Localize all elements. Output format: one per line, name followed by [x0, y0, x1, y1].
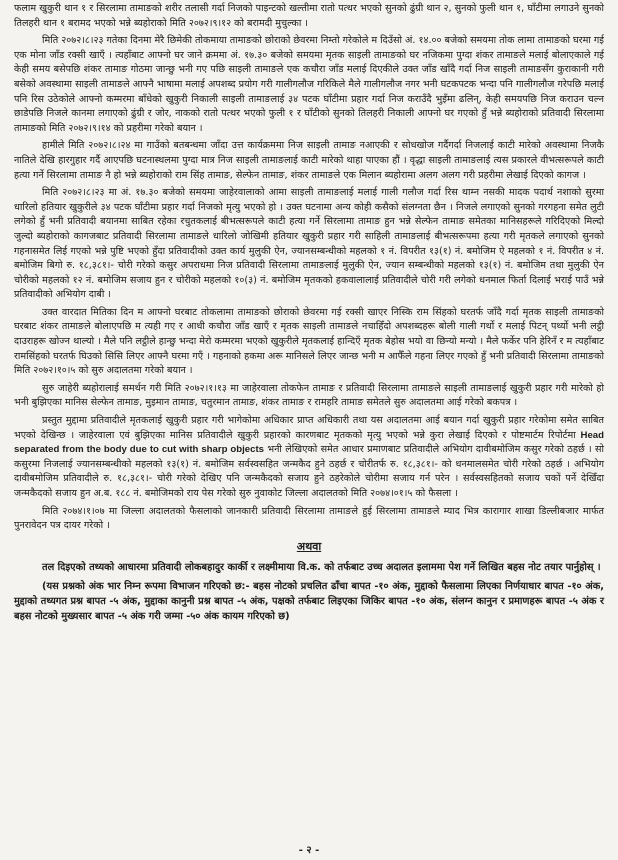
postmortem-phrase: Head separated from the body due to cut with sharp objects — [14, 429, 604, 456]
verdict-text-after: भनी लेखिएको समेत आधार प्रमाणबाट प्रतिवादीले अभियोग दावीबमोजिम कसुर गरेको ठहर्छ । सो कसुरमा निजलाई ज्यानसम्बन्धीको महलको १३(१) नं. बमोजिम सर्वस्वसहित जन्मकैद हुने ठहर्छ र चोरीतर्फ रु. १८,३८१।- को धनमालसमेत चोरी गरेको ठहर्छ । अभियोग दावीबमोजिम प्रतिवादीले रु. १८,३८१।- चोरी गरेको देखिए पनि जन्मकैदको सजाय हुने ठहरेकोले चोरीमा सजाय गर्न परेन । सर्वस्वसहितको सजाय चकों पर्ने देखिँदा जन्मकैदको सजाय हुन अ.ब. १८८ नं. बमोजिमको राय पेस गरेको सुरु नुवाकोट जिल्ला अदालतको मिति २०७४।०१।५ को फैसला । — [14, 444, 604, 499]
paragraph-recovery-record: फलाम खुकुरी थान १ र सिरलामा तामाङको शरीर तलासी गर्दा निजको पाइन्टको खल्तीमा रातो पत्थर भएको सुनको ढुंग्री थान २, सुनको फुली थान १, घाँटीमा लगाउने सुनको तिलहरी थान १ बरामद भएको भन्ने ब्यहोराको मिति २०७२।९।१२ को बरामदी मुचुल्का । — [14, 3, 604, 29]
paragraph-district-verdict — [14, 414, 604, 502]
paragraph-charge-sheet: मिति २०७२।८।२३ मा अं. १७.३० बजेको समयमा जाहेरवालाको आमा साइली तामाङलाई मलाई गाली गलौज गर्दा रिस थाम्न नसकी मादक पदार्थ नशाको सुरमा धारिलो हतियार खुकुरीले ३४ पटक घाँटीमा प्रहार गर्दा निजको मृत्यु भएको हो । उक्त घटनामा अन्य कोही कसैको संलग्नता छैन । निजले लगाएको सुनको गरगहना समेत लुटी लगेको हुँ भनी प्रतिवादी बयानमा साबित रहेका रचुतकलाई बीभत्सरूपले काटी हत्या गर्ने सिरलामा तामाङ हुन भन्ने सेल्फेन तामाङ समेतका मानिसहरूले गरिदिएको मिल्दो जुल्दो ब्यहोराको कागजबाट प्रतिवादी सिरलामा तामाङले धारिलो जोखिमी हतियार खुकुरी प्रहार गरी साहिली तामाङलाई बीभत्सरूपमा हत्या गरी मृतकले लगाएको सुनको गहनासमेत लिई गएको भन्ने पुष्टि भएको हुँदा प्रतिवादीको उक्त कार्य मुलुकी ऐन, ज्यानसम्बन्धीको महलको १ नं. विपरीत १३(१) नं. बमोजिम ऐ महलको १ नं. विपरीत ४ नं. बमोजिम बिगो रु. १८,३८१।- चोरी गरेको कसुर अपराधमा निज प्रतिवादी सिरलामा तामाङलाई मुलुकी ऐन, ज्यान सम्बन्धीको महलको १३(१) नं. बमोजिम तथा मुलुकी ऐन चोरीको महलको १२ नं. बमोजिम सजाय हुन र चोरीको महलको १०(३) नं. बमोजिम मृतकको हकवालालाई प्रतिवादीले चोरी गरी लगेको धनमाल फिर्ता दिलाई भराई पाउँ भन्ने प्रतिवादीको अभियोग दाबी । — [14, 187, 604, 301]
section-heading-or: अथवा — [296, 539, 322, 553]
task-instruction: तल दिइएको तथ्यको आधारमा प्रतिवादी लोकबहादुर कार्की र लक्ष्मीमाया वि.क. को तर्फबाट उच्च अदालत इलाममा पेश गर्ने लिखित बहस नोट तयार पार्नुहोस् । — [42, 561, 601, 573]
verdict-text-before: प्रस्तुत मुद्दामा प्रतिवादीले मृतकलाई खुकुरी प्रहार गरी भागेकोमा अधिकार प्राप्त अधिकारी तथा यस अदालतमा आई बयान गर्दा खुकुरी प्रहार गरेकोमा समेत साबित भएको देखिन्छ । जाहेरवाला एवं बुझिएका मानिस प्रतिवादीले खुकुरी प्रहारको कारणबाट मृतकको मृत्यु भएको भन्ने कुरा लेखाई दिएको र पोष्टमार्टम रिपोर्टमा — [14, 415, 604, 441]
paragraph-court-statement: उक्त वारदात मितिका दिन म आफ्नो घरबाट तोकलामा तामाङको छोराको छेवरमा गई रक्सी खाएर निस्कि राम सिंहको घरतर्फ जाँदै गर्दा मृतक साइली तामाङको घरबाट शंकर तामाङले बोलाएपछि म त्यही गए र आधी कचौरा जाँड खाएँ र मृतक साइली तामाङले नचाहिँदो अपशब्दहरू बोली गाली गर्थो र मलाई पिटन् पर्थ्यो भनी लट्ठी दाउराहरू खोज्न थाल्यो । मैले पनि लट्ठीले हान्छु भन्दा मेरो कम्मरमा भएको खुकुरीले मृतकलाई हान्दिएँ मृतक बेहोस भयो वा छिन्यो मन्यो । मैले फर्केर पनि हेरिनँ र म त्यहाँबाट रामसिंहको घरतर्फ घिउको सिसि लिएर आफ्नै घरमा गएँ । गहनाको हकमा अरू मानिसले लिएर जान्छ भनी म आफैँले गहना लिएर गएको हुँ भनी प्रतिवादी सिरलामा तामाङको मिति २०७२।१०।५ को सुरु अदालतमा गरेको बयान । — [14, 306, 604, 377]
page-number: - २ - — [298, 845, 320, 856]
paragraph-appeal: मिति २०७४।१।०७ मा जिल्ला अदालतको फैसलाको जानकारी प्रतिवादी सिरलामा तामाङले हुई सिरलामा तामाङले म्याद भित्र कारागार शाखा डिल्लीबजार मार्फत पुनरावेदन पत्र दायर गरेको । — [14, 505, 604, 532]
paragraph-witness-record: हामीले मिति २०७२।८।२४ मा गाउँको बतबन्धमा जाँदा उत्त कार्यक्रममा निज साइली तामाङ नआएकी र सोधखोज गर्दैगर्दा निजलाई काटी मारेको अवस्थामा निजकै नातिले देखि हारगुहार गर्दै आएपछि घटनास्थलमा पुग्दा मात्र निज साइली तामाङलाई काटी मारेको थाहा पाएका हौं । वृद्धा साइली तामाङलाई त्यस प्रकारले वीभत्सरूपले काटी हत्या गर्ने सिरलामा तामाङ नै हो भन्ने ब्यहोराको राम सिंह तामाङ, सेल्फेन तामाङ, शंकर तामाङले एक मिलान ब्यहोरामा अलग अलग गरी प्रहरीमा लेखाई दिएको कागज । — [14, 140, 604, 181]
paragraph-police-statement: मिति २०७२।८।२३ गतेका दिनमा मेरै छिमेकी तोकमाया तामाङको छोराको छेवरमा निम्तो गरेकोले म दिउँसो अं. १४.०० बजेको समयमा तोक लामा तामाङको घरमा गई एक मोना जाँड रक्सी खाएँ । त्यहाँबाट आफ्नो घर जाने क्रममा अं. १७.३० बजेको समयमा मृतक साइली तामाङको घर नजिकमा पुग्दा शंकर तामाङले मलाई बोलाएकाले गई केही समय बसेपछि शंकर तामाङ गोठमा जान्छु भनी गए पछि साइली तामाङले एक कचौरा जाँड मलाई दिएकीले उक्त जाँड खाँदै गर्दा निज साइली तामाङसँग कुराकानी गरी बसेको अवस्थामा साइली तामाङले आफ्नै भाषामा मलाई अपशब्द प्रयोग गरी गालीगलौज गरिकिले मैले गालीगलौज नगर भनी घटकपटक भन्दा पनि गालीगलौज गरेपछि मलाई पनि रिस उठेकोले आफ्नो कम्मरमा बाँधेको खुकुरी निकाली साइली तामाङलाई ३४ पटक घाँटीमा प्रहार गर्दा निज कराउँदै भुइँमा ढलिन्, केही समयपछि निज कराउन चल्न छाडेपछि निजले कानमा लगाएको ढुंग्री र जोर, नाकको रातो पत्थर भएको फुली १ र घाँटीको सुनको तिलहरी निकाली आफ्नो घर गएको हुँ भन्ने ब्यहोराको प्रतिवादी सिरलामा तामाङको मिति २०७२।९।१४ को प्रहरीमा गरेको बयान । — [14, 35, 604, 134]
marks-distribution-note: (यस प्रश्नको अंक भार निम्न रूपमा विभाजन गरिएको छ:- बहस नोटको प्रचलित ढाँचा बापत -१० अंक, मुद्दाको फैसलामा लिएका निर्णयाधार बापत -१० अंक, मुद्दाको तथ्यगत प्रश्न बापत -५ अंक, मुद्दाका कानुनी प्रश्न बापत -५ अंक, पक्षको तर्फबाट लिइएका जिकिर बापत -१० अंक, संलग्न कानुन र प्रमाणहरू बापत -५ अंक र बहस नोटको मुख्यसार बापत -५ अंक गरी जम्मा -५० अंक कायम गरिएको छ) — [14, 580, 604, 622]
paragraph-deposition: सुरु जाहेरी ब्यहोरालाई समर्थन गरी मिति २०७२।१।१३ मा जाहेरवाला तोकफेन तामाङ र प्रतिवादी सिरलामा तामाङले साइली तामाङलाई खुकुरी प्रहार गरी मारेको हो भनी बुझिएका मानिस सेल्फेन तामाङ, मुइमान तामाङ, चतुरमान तामाङ, शंकर तामाङ र रामहरि तामाङ समेतले सुरु अदालतमा आई गरेको बकपत्र । — [14, 382, 604, 409]
